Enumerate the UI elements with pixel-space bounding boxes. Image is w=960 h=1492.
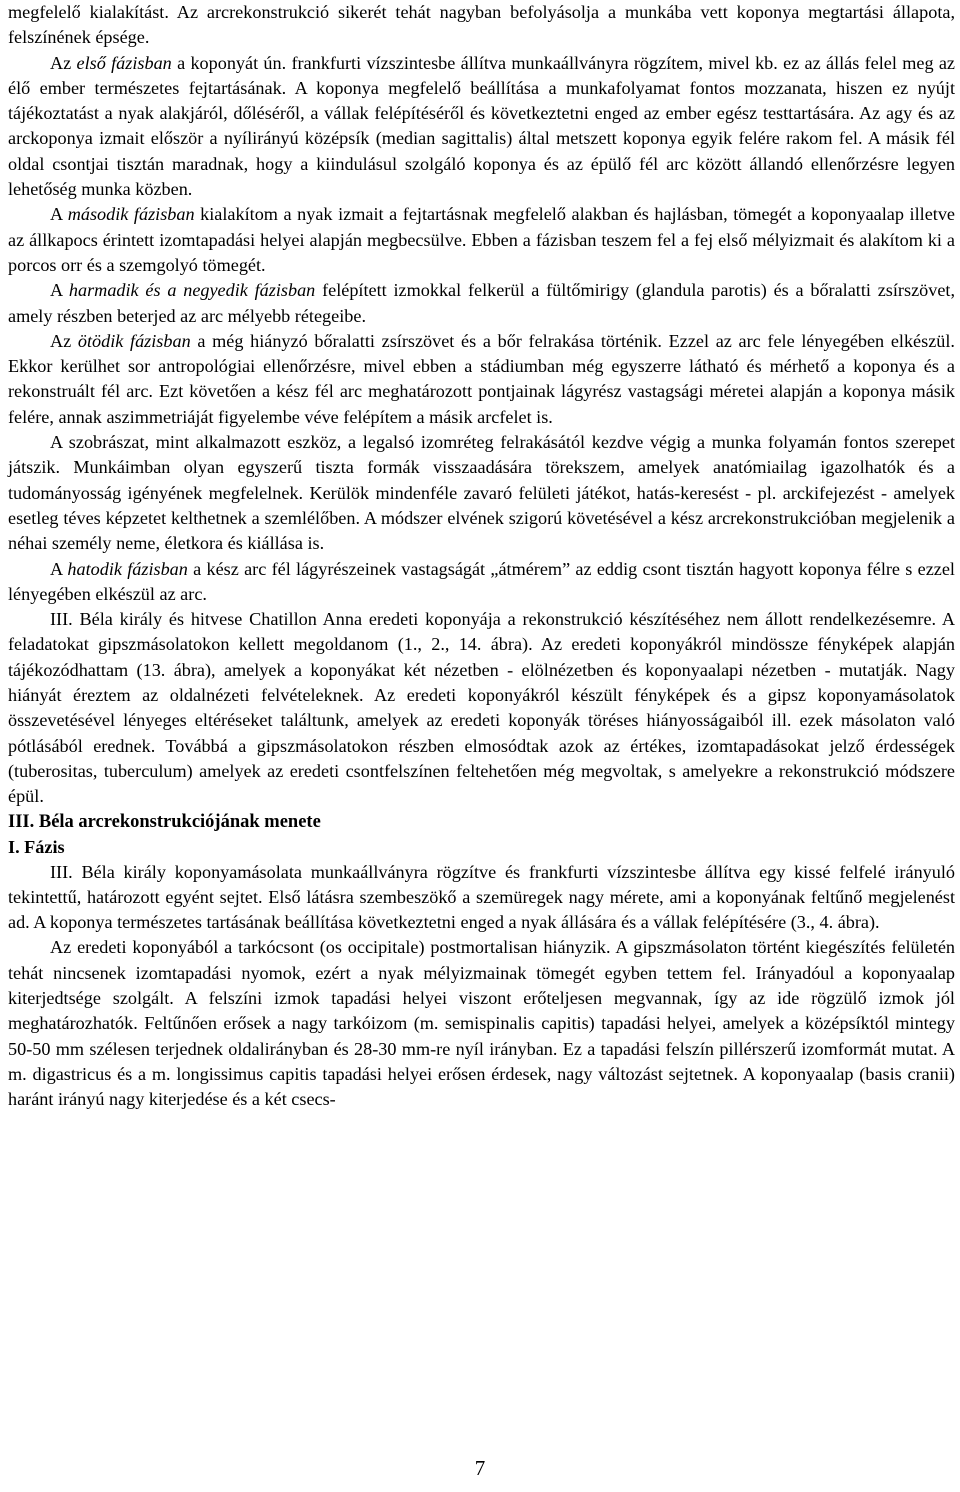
body-text-part2 [8,860,955,1113]
paragraph-p7 [8,557,955,608]
italic-phrase: ötödik fázisban [77,330,191,351]
paragraph-p3 [8,202,955,278]
paragraph-q2 [8,935,955,1112]
italic-phrase: második fázisban [67,204,195,225]
text-run: a még hiányzó bőralatti zsírszövet és a bőr felrakása történik. Ezzel az arc fele lényegében elkészül. Ekkor kerülhet sor antropológiai ellenőrzésre, mivel ebben a stádiumban még egyszerre látható és mérhető a koponya és a rekonstruált fél arc. Ezt követően a kész fél arc meghatározott pontjainak lágyrész vastagsági méretei alapján a koponya másik felére, annak aszimmetriáját figyelembe véve felépítem a másik arcfelet is. [8,330,955,427]
italic-phrase: hatodik fázisban [67,558,188,579]
text-run: Az [50,52,77,73]
text-run: megfelelő kialakítást. Az arcrekonstrukció sikerét tehát nagyban befolyásolja a munkába vett koponya megtartási állapota, felszínének épsége. [8,2,955,48]
italic-phrase: harmadik és a negyedik fázisban [68,280,316,301]
text-run: III. Béla király és hitvese Chatillon Anna eredeti koponyája a rekonstrukció készítéséhez nem állott rendelkezésemre. A feladatokat gipszmásolatokon kellett megoldanom (1., 2., 14. ábra). Az eredeti koponyákról mindössze fényképek alapján tájékozódhattam (13. ábra), amelyek a koponyákat két nézetben - elölnézetben és koponyaalapi nézetben - mutatják. Nagy hiányát éreztem az oldalnézeti felvételeknek. Az eredeti koponyákról készült fényképek és a gipsz koponyamásolatok összevetésével lényeges eltéréseket találtunk, amelyek az eredeti koponyák töréses hiányosságaiból ill. ezek másolaton való pótlásából erednek. Továbbá a gipszmásolatokon részben elmosódtak azok az értékes, izomtapadásokat jelző érdességek (tuberositas, tuberculum) amelyek az eredeti csontfelszínen feltehetően még megvoltak, s amelyekre a rekonstrukció módszere épül. [8,609,955,807]
paragraph-p8 [8,607,955,809]
text-run: A [50,280,69,301]
text-run: A [50,558,68,579]
paragraph-p2 [8,51,955,203]
page-number: 7 [474,1456,486,1480]
paragraph-q1 [8,860,955,936]
text-run: Az eredeti koponyából a tarkócsont (os occipitale) postmortalisan hiányzik. A gipszmásolaton történt kiegészítés felületén tehát nincsenek izomtapadási nyomok, ezért a nyak mélyizmainak tömegét egyben tettem fel. Irányadóul a koponyaalap kiterjedtsége szolgált. A felszíni izmok tapadási helyei viszont erőteljesen megvannak, így az ide rögzülő izmok jól meghatározhatók. Feltűnően erősek a nagy tarkóizom (m. semispinalis capitis) tapadási helyei, amelyek a középsíktól mintegy 50-50 mm szélesen terjednek oldalirányban és 28-30 mm-re nyíl irányban. Ez a tapadási felszín pillérszerű izomformát mutat. A m. digastricus és a m. longissimus capitis tapadási helyei erősen érdesek, nagy változást sejtetnek. A koponyaalap (basis cranii) haránt irányú nagy kiterjedése és a két csecs- [8,937,955,1110]
text-run: a kész arc fél lágyrészeinek vastagságát „átmérem” az eddig csont tisztán hagyott koponya félre s ezzel lényegében elkészül az arc. [8,558,955,604]
text-run: A szobrászat, mint alkalmazott eszköz, a legalsó izomréteg felrakásától kezdve végig a munka folyamán fontos szerepet játszik. Munkáimban olyan egyszerű tiszta formák visszaadására törekszem, amelyek anatómiailag igazolhatók és a tudományosság igényének megfelelnek. Kerülök mindenféle zavaró felületi játékot, hatás-keresést - pl. arckifejezést - amelyek esetleg téves képzetet kelthetnek a szemlélőben. A módszer elvének szigorú követésével a kész arcrekonstrukcióban megjelenik a néhai személy neme, életkora és kiállása is. [8,432,955,554]
text-run: kialakítom a nyak izmait a fejtartásnak megfelelő alakban és hajlásban, tömegét a koponyaalap illetve az állkapocs érintett izomtapadási helyei alapján megbecsülve. Ebben a fázisban teszem fel a fej első mélyizmait és alakítom ki a porcos orr és a szemgolyó tömegét. [8,204,955,275]
phase-subheading: I. Fázis [8,836,65,857]
text-run: felépített izmokkal felkerül a fültőmirigy (glandula parotis) és a bőralatti zsírszövet, amely részben beterjed az arc mélyebb rétegeibe. [8,280,956,326]
italic-phrase: első fázisban [76,52,172,73]
text-run: Az [50,330,78,351]
paragraph-p1 [8,0,955,51]
paragraph-p4 [8,278,955,329]
paragraph-p5 [8,329,955,430]
text-run: a koponyát ún. frankfurti vízszintesbe állítva munkaállványra rögzítem, mivel kb. ez az állás felel meg az élő ember természetes fejtartásának. A koponya megfelelő beállítása a munkafolyamat fontos mozzanata, hiszen ez nyújt tájékoztatást a nyak alakjáról, dőléséről, a vállak felépítéséről és következtetni enged az ember egész testtartására. Az agy és az arckoponya izmait először a nyílirányú középsík (median sagittalis) által metszett koponya egyik felére rakom fel. A másik fél oldal csontjai tisztán maradnak, hogy a kiindulásul szolgáló koponya és az épülő fél arc között állandó ellenőrzésre legyen lehetőség munka közben. [8,52,955,200]
section-heading: III. Béla arcrekonstrukciójának menete [8,811,321,832]
body-text-part1 [8,0,955,810]
text-run: A [50,204,68,225]
text-run: III. Béla király koponyamásolata munkaállványra rögzítve és frankfurti vízszintesbe állítva egy kissé felfelé irányuló tekintettű, határozott egyént sejtet. Első látásra szembeszökő a szemüregek nagy mérete, ami a koponyának feltűnő megjelenést ad. A koponya természetes tartásának beállítása következtetni enged a nyak állására és a vállak felépítésére (3., 4. ábra). [8,861,955,933]
document-page [8,0,955,1112]
paragraph-p6 [8,430,955,556]
